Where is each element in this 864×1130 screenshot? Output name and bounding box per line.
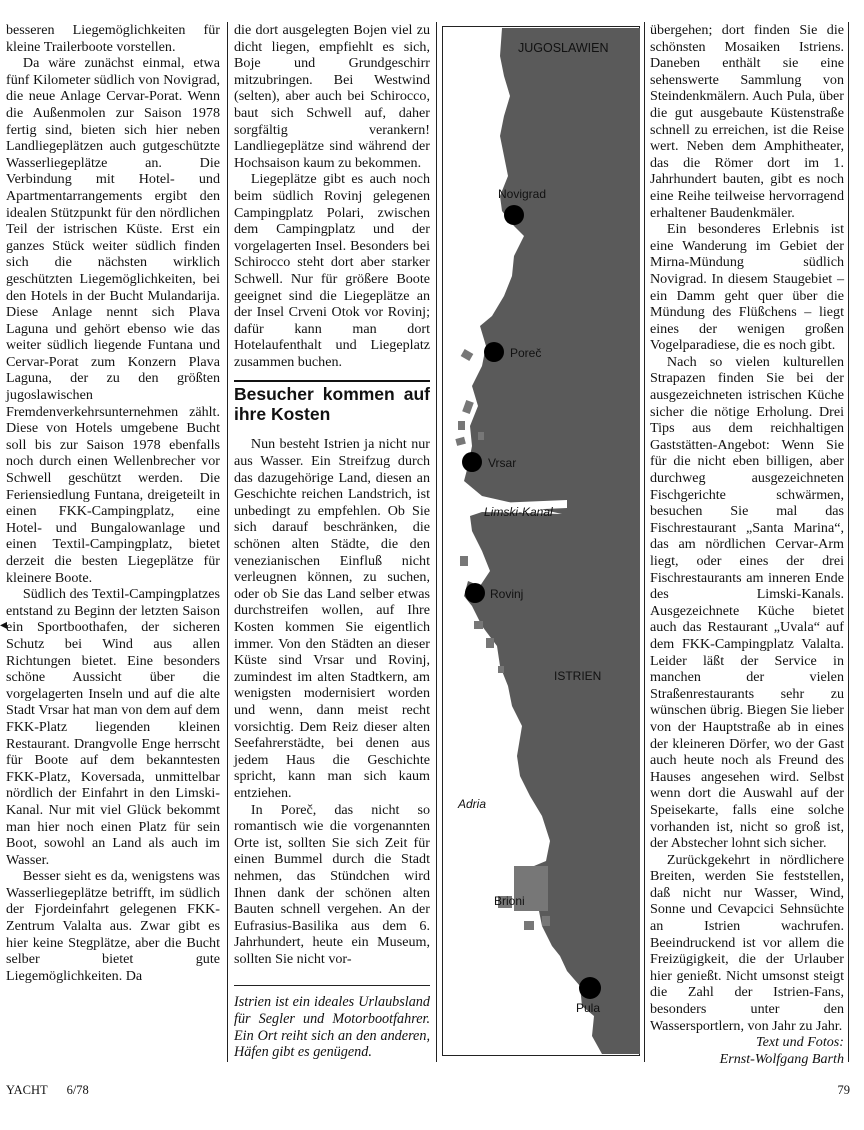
page-number: 79 (837, 1083, 850, 1097)
map-label-jugoslawien: JUGOSLAWIEN (518, 41, 609, 55)
paragraph: Ein besonderes Erlebnis ist eine Wanderung im Gebiet der Mirna-Mündung südlich Novigrad. In diesem Staugebiet – ein Damm geht quer über die Mündung des Flüßchens – liegt eines der wenigen großen Vogelparadiese, die es noch gibt. (650, 221, 844, 354)
town-dot-pula (579, 977, 601, 999)
paragraph: Zurückgekehrt in nördlichere Breiten, werden Sie feststellen, daß nicht nur Wasser, Wind, Sonne und Cevapcici Sehnsüchte an Istrien wachrufen. Beeindruckend ist vor allem die Freizügigkeit, die der Urlauber hier genießt. Nicht umsonst steigt die Zahl der Istrien-Fans, besonders unter den Wassersportlern, von Jahr zu Jahr. (650, 851, 844, 1034)
paragraph: Liegeplätze gibt es auch noch beim südlich Rovinj gelegenen Campingplatz Polari, zwischen dem Campingplatz und der vorgelagerten Insel. Besonders bei Schirocco steht dort aber starker Schwell. Nur für größere Boote geeignet sind die Liegeplätze an der Insel Crveni Otok vor Rovinj; dafür kann man dort Hotelaufenthalt und Liegeplatz zusammen buchen. (234, 171, 430, 370)
magazine-name: YACHT (6, 1083, 48, 1097)
column-divider (227, 22, 228, 1062)
map-label-vrsar: Vrsar (488, 456, 517, 470)
article-column-2 (234, 22, 430, 967)
issue-number: 6/78 (66, 1083, 89, 1097)
map-label-istrien: ISTRIEN (554, 669, 602, 683)
page-edge-rule (848, 22, 849, 1062)
map-label-novigrad: Novigrad (498, 187, 547, 201)
paragraph: Südlich des Textil-Campingplatzes entstand zu Beginn der letzten Saison ein Sportboothafen, der sicheren Schutz bei Wind aus allen Richtungen bietet. Eine besonders schöne Aussicht über die vorgelagerten Inseln und auf die alte Stadt Vrsar hat man von dem auf dem FKK-Platz liegenden kleinen Restaurant. Drangvolle Enge herrscht für Boote auf dem bekanntesten FKK-Platz, Koversada, unmittelbar nördlich der Einfahrt in den Limski-Kanal. Nur mit viel Glück bekommt man hier noch einen Platz für sein Boot, sowohl an Land als auch im Wasser. (6, 586, 220, 868)
paragraph: Nach so vielen kulturellen Strapazen finden Sie bei der ausgezeichneten istrischen Küche sicher die nötige Erholung. Drei Tips aus dem reichhaltigen Gaststätten-Angebot: Wenn Sie für die nicht eben billigen, aber durchweg ausgezeichneten Fischgerichte schwärmen, besuchen Sie mal das Fischrestaurant „Santa Marina“, das am nördlichen Cervar-Arm liegt, oder eines der drei Fischrestaurants am inneren Ende des Limski-Kanals. Ausgezeichnete Küche bietet auch das Restaurant „Uvala“ auf dem FKK-Campingplatz Valalta. Leider läßt der Service in manchen der vielen Straßenrestaurants sehr zu wünschen übrig. Biegen Sie lieber von der Hauptstraße ab in eines der kleineren Dörfer, wo der Gast auch heute noch als Freund des Hauses angesehen wird. Selbst wenn dort die Auswahl auf der Speisekarte, falls eine solche vorhanden ist, nicht so groß ist, der Abstecher lohnt sich sicher. (650, 353, 844, 852)
paragraph: In Poreč, das nicht so romantisch wie die vorgenannten Orte ist, sollten Sie sich Zeit für einen Bummel durch die Stadt nehmen, das Stündchen wird Ihnen dank der schönen alten Bauten schnell vergehen. An der Eufrasius-Basilika aus dem 6. Jahrhundert, heute ein Museum, sollten Sie nicht vor- (234, 801, 430, 967)
author-credit-name: Ernst-Wolfgang Barth (719, 1050, 844, 1067)
map-label-rovinj: Rovinj (490, 587, 524, 601)
map-label-brioni: Brioni (494, 894, 525, 908)
map-label-pula: Pula (576, 1001, 601, 1015)
margin-arrow-mark: ◂ (0, 618, 8, 633)
map-label-porec: Poreč (510, 346, 542, 360)
paragraph: übergehen; dort finden Sie die schönsten Mosaiken Istriens. Daneben enthält sie eine sehenswerte Sammlung von Steindenkmälern. Auch Pula, über die gut ausgebaute Küstenstraße schnell zu erreichen, ist die Reise wert. Neben dem Amphitheater, das die Römer dort im 1. Jahrhundert bauten, gibt es noch eine Reihe teilweise hervorragend erhaltener Baudenkmäler. (650, 22, 844, 221)
column-divider (644, 22, 645, 1062)
map-caption: Istrien ist ein ideales Urlaubsland für Segler und Motorbootfahrer. Ein Ort reiht sich an den anderen, Häfen gibt es genügend. (234, 985, 430, 1061)
section-headline: Besucher kommen auf ihre Kosten (234, 380, 430, 424)
article-column-4 (650, 22, 844, 1067)
paragraph: besseren Liegemöglichkeiten für kleine Trailerboote vorstellen. (6, 22, 220, 55)
town-dot-vrsar (462, 452, 482, 472)
town-dot-porec (484, 342, 504, 362)
author-credit-label: Text und Fotos: (756, 1034, 844, 1051)
town-dot-rovinj (465, 583, 485, 603)
paragraph: Nun besteht Istrien ja nicht nur aus Wasser. Ein Streifzug durch das dazugehörige Land, diesen an Geschichte reichen Landstrich, ist unbedingt zu empfehlen. Ob Sie sich darauf beschränken, die schönen alten Städte, die den venezianischen Einfluß nicht verleugnen können, zu suchen, oder ob Sie das Land selber etwas durchstreifen wollen, auf Ihre Kosten kommen Sie eigentlich immer. Von den Städten an dieser Küste sind Vrsar und Rovinj, zumindest im alten Stadtkern, am wenigsten modernisiert worden und wenn, dann meist recht vorsichtig. Dem Reiz dieser alten Seefahrerstädte, bei denen aus jedem Haus die Geschichte spricht, kann man sich kaum entziehen. (234, 436, 430, 801)
paragraph: die dort ausgelegten Bojen viel zu dicht liegen, empfiehlt es sich, Boje und Grundgeschirr mitzubringen. Bei Westwind (selten), aber auch bei Schirocco, baut sich Schwell auf, daher sorgfältig verankern! Landliegeplätze sind während der Hochsaison kaum zu bekommen. (234, 22, 430, 171)
istria-coast-map (442, 26, 640, 1056)
town-dot-novigrad (504, 205, 524, 225)
paragraph: Da wäre zunächst einmal, etwa fünf Kilometer südlich von Novigrad, die neue Anlage Cervar-Porat. Wenn die Außenmolen zur Saison 1978 fertig sind, bieten sich hier neben Landliegeplätzen auch gutgeschützte Wasserliegeplätze an. Die Verbindung mit Hotel- und Apartmentarrangements ergibt den idealen Stützpunkt für den nördlichen Teil der istrischen Küste. Erst ein ganzes Stück weiter südlich finden sich die nächsten wirklich geschützten Liegemöglichkeiten, bei den Hotels in der Bucht Mulandarija. Diese Anlage nennt sich Plava Laguna und gehört ebenso wie das weiter südlich liegende Funtana und Cervar-Porat zum Konzern Plava Laguna, der zu den größten jugoslawischen Fremdenverkehrsunternehmen zählt. Diese von Hotels umgebene Bucht soll bis zur Saison 1978 ebenfalls noch durch einen Wellenbrecher vor Schwell geschützt werden. Die Feriensiedlung Funtana, dreigeteilt in einen FKK-Campingplatz, eine Hotel- und Bungalowanlage und einen Textil-Campingplatz, bietet derzeit die besten Liegeplätze für kleinere Boote. (6, 55, 220, 586)
article-column-1 (6, 22, 220, 984)
column-divider (436, 22, 437, 1062)
map-label-limski-kanal: Limski-Kanal (484, 505, 553, 519)
footer-magazine (6, 1083, 89, 1098)
paragraph: Besser sieht es da, wenigstens was Wasserliegeplätze betrifft, im südlich der Fjordeinfahrt gelegenen FKK-Zentrum Valalta aus. Zwar gibt es hier keine Stegplätze, aber die Bucht selber bietet gute Liegemöglichkeiten. Da (6, 868, 220, 984)
map-label-adria: Adria (458, 797, 487, 811)
